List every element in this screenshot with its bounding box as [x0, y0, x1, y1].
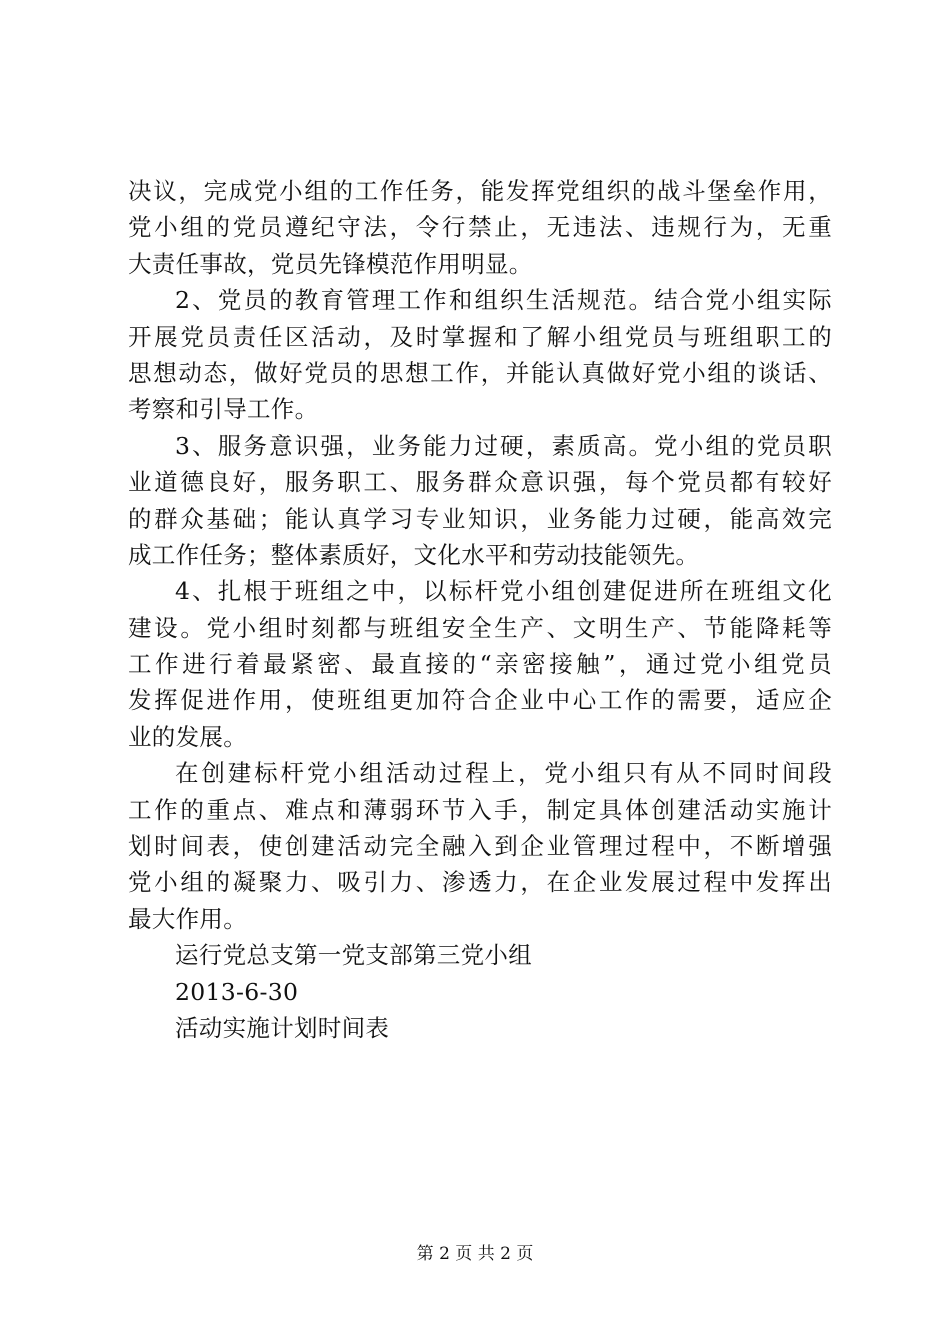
- document-body: [128, 173, 832, 1046]
- body-line-2: 党小组的党员遵纪守法，令行禁止，无违法、违规行为，无重: [128, 213, 832, 242]
- body-line-1: 决议，完成党小组的工作任务，能发挥党组织的战斗堡垒作用，: [128, 177, 832, 205]
- body-line-8: 3、服务意识强，业务能力过硬，素质高。党小组的党员职: [175, 431, 832, 460]
- body-line-5: 开展党员责任区活动，及时掌握和了解小组党员与班组职工的: [128, 322, 832, 351]
- body-line-18: 工作的重点、难点和薄弱环节入手，制定具体创建活动实施计: [128, 795, 832, 824]
- body-line-3: 大责任事故，党员先锋模范作用明显。: [128, 249, 533, 278]
- body-line-4: 2、党员的教育管理工作和组织生活规范。结合党小组实际: [175, 286, 832, 315]
- body-line-20: 党小组的凝聚力、吸引力、渗透力，在企业发展过程中发挥出: [128, 868, 832, 897]
- page-footer: 第 2 页 共 2 页: [416, 1244, 534, 1264]
- body-line-15: 发挥促进作用，使班组更加符合企业中心工作的需要，适应企: [128, 686, 832, 715]
- body-line-12: 4、扎根于班组之中，以标杆党小组创建促进所在班组文化: [175, 577, 832, 606]
- signature-organization: 运行党总支第一党支部第三党小组: [175, 941, 532, 970]
- body-line-6: 思想动态，做好党员的思想工作，并能认真做好党小组的谈话、: [128, 358, 832, 387]
- body-line-17: 在创建标杆党小组活动过程上，党小组只有从不同时间段: [175, 759, 832, 788]
- body-line-14: 工作进行着最紧密、最直接的“亲密接触”，通过党小组党员: [128, 650, 832, 679]
- body-line-19: 划时间表，使创建活动完全融入到企业管理过程中，不断增强: [128, 832, 832, 861]
- body-line-9: 业道德良好，服务职工、服务群众意识强，每个党员都有较好: [128, 468, 832, 497]
- signature-date: 2013-6-30: [175, 977, 299, 1006]
- body-line-21: 最大作用。: [128, 904, 247, 933]
- body-line-11: 成工作任务；整体素质好，文化水平和劳动技能领先。: [128, 540, 700, 569]
- body-line-10: 的群众基础；能认真学习专业知识，业务能力过硬，能高效完: [128, 504, 832, 533]
- attachment-title: 活动实施计划时间表: [175, 1013, 390, 1042]
- body-line-7: 考察和引导工作。: [128, 395, 319, 424]
- body-line-16: 业的发展。: [128, 722, 247, 751]
- body-line-13: 建设。党小组时刻都与班组安全生产、文明生产、节能降耗等: [128, 613, 832, 642]
